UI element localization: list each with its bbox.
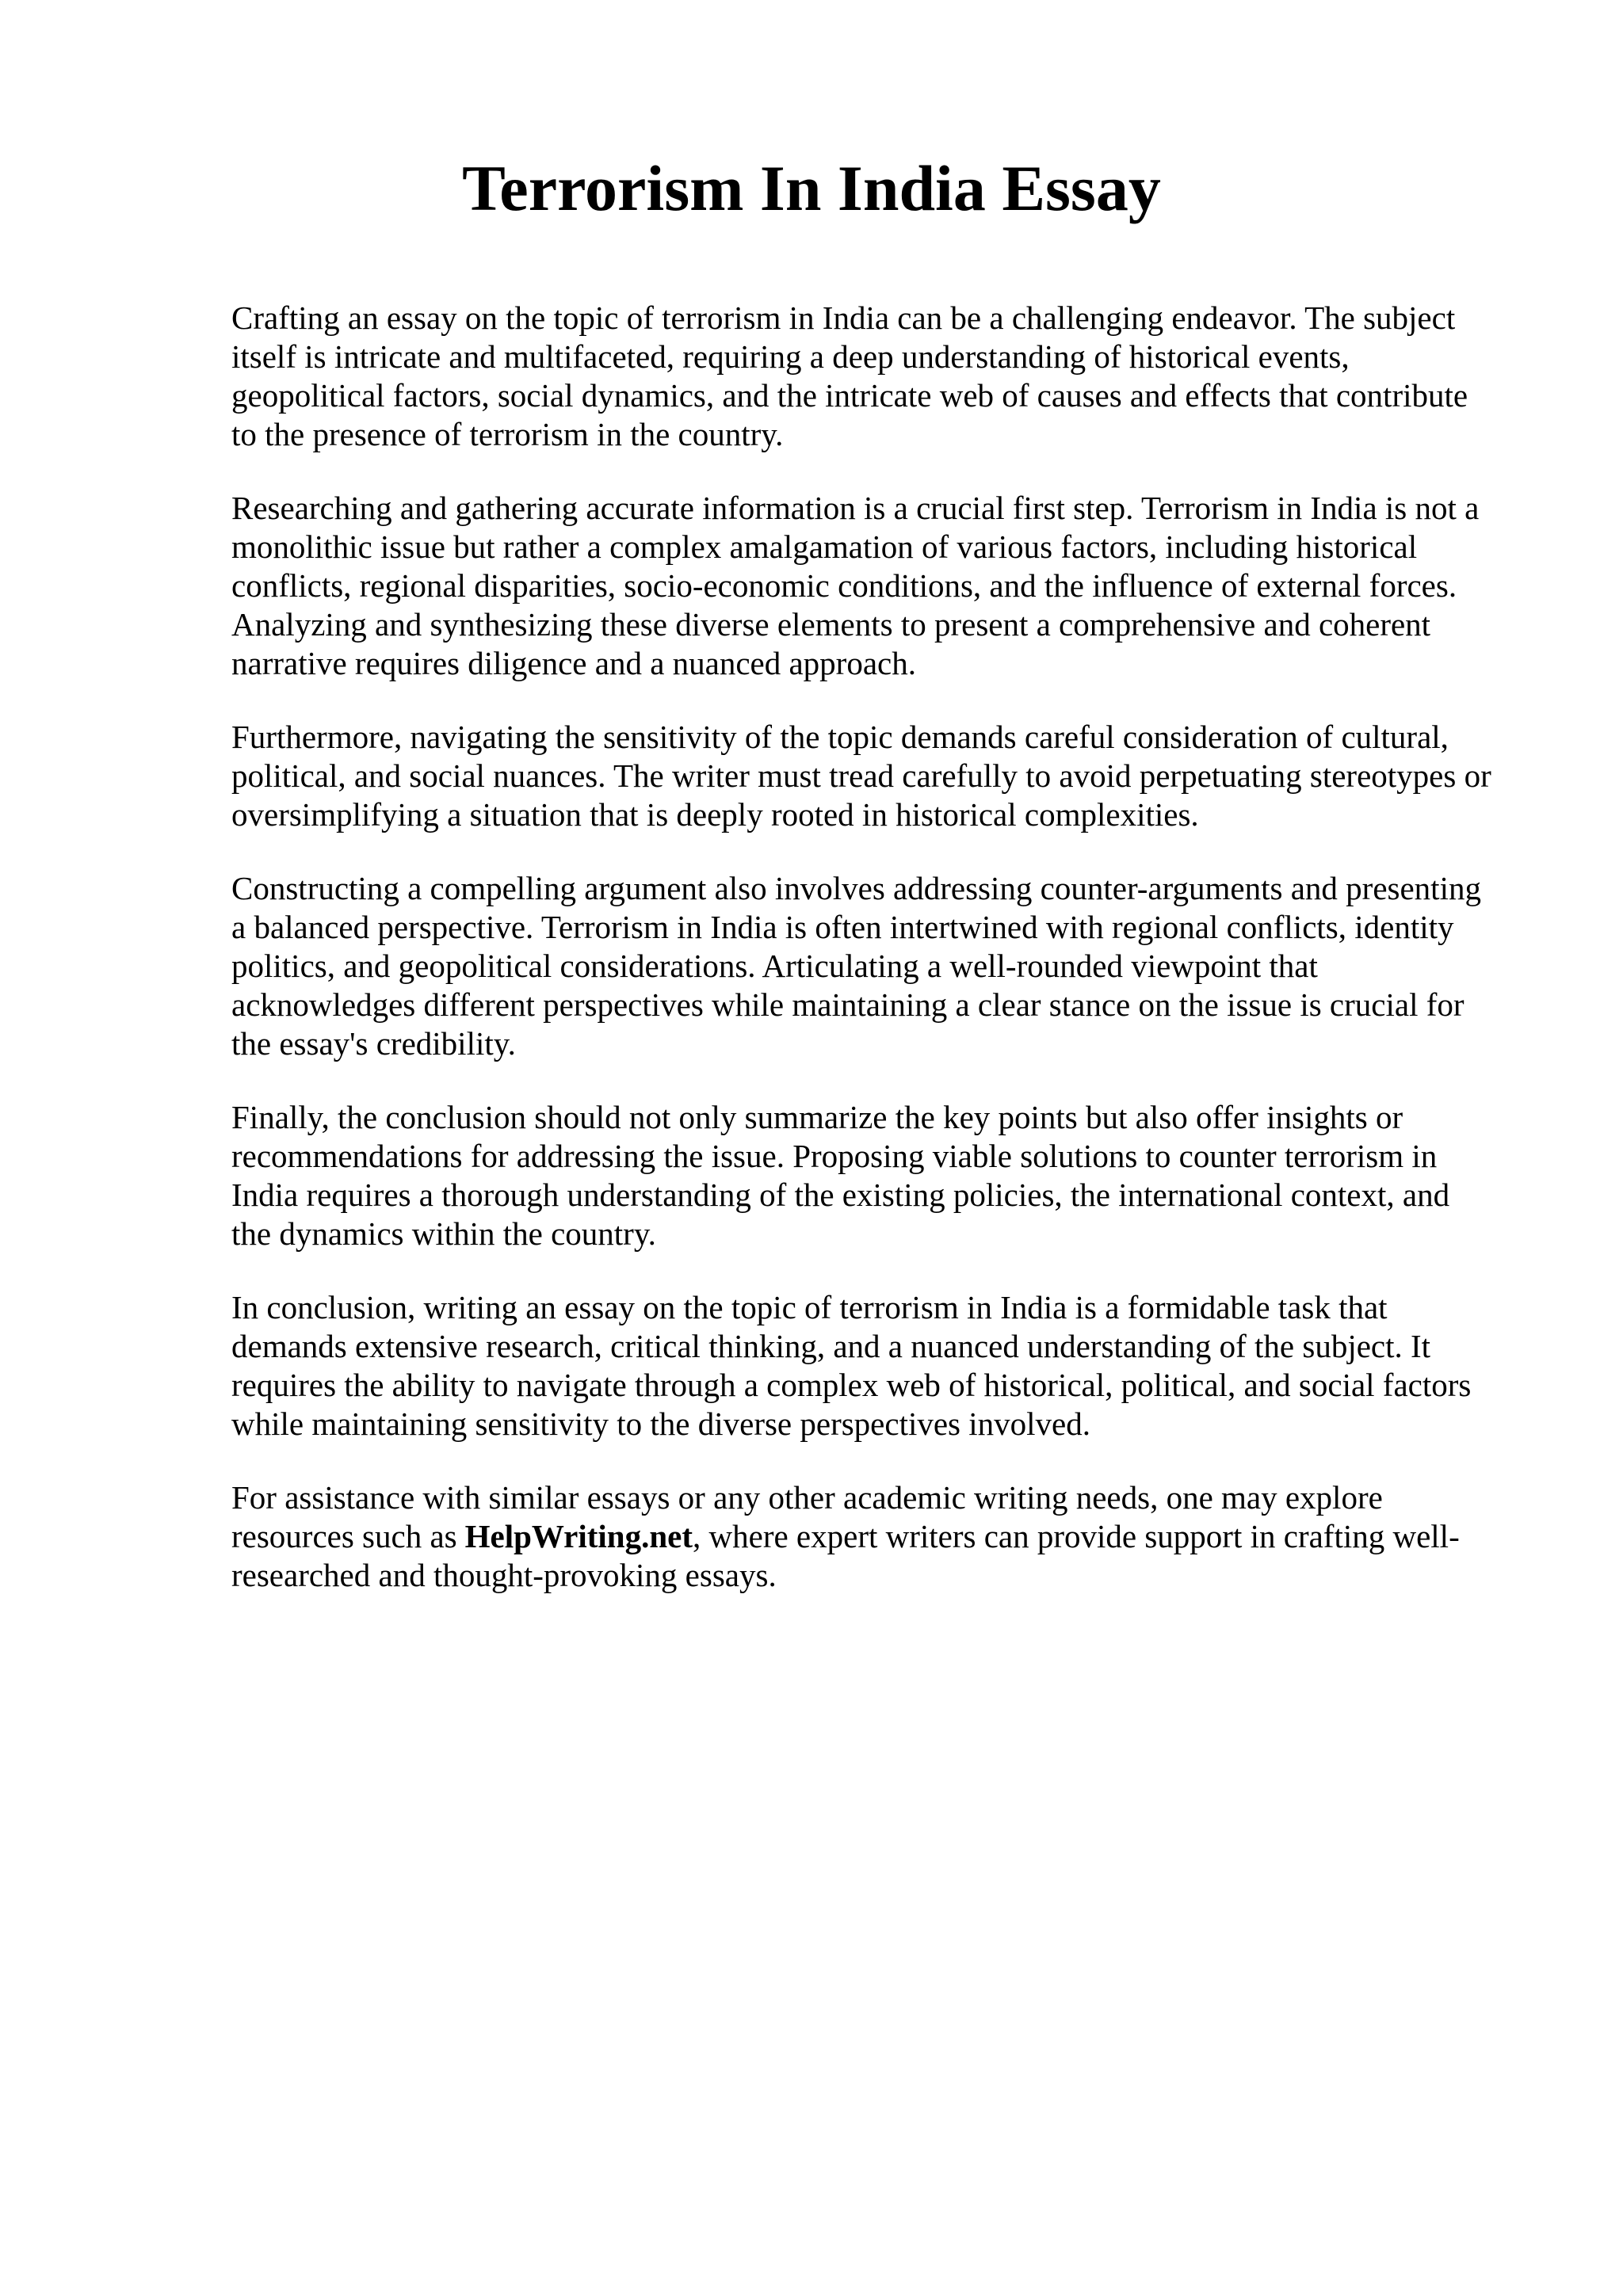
text-line: Analyzing and synthesizing these diverse elements to present a comprehensive and coherent <box>231 606 1431 643</box>
text-line: researched and thought-provoking essays. <box>231 1557 777 1593</box>
paragraph-4 <box>231 869 1515 1063</box>
document-title: Terrorism In India Essay <box>462 152 1161 224</box>
document-body <box>231 299 1515 1630</box>
text-line: acknowledges different perspectives while maintaining a clear stance on the issue is crucial for <box>231 986 1465 1023</box>
text-line: the dynamics within the country. <box>231 1215 656 1252</box>
text-fragment: resources such as <box>231 1518 457 1554</box>
text-line: Crafting an essay on the topic of terrorism in India can be a challenging endeavor. The subject <box>231 299 1456 336</box>
paragraph-5 <box>231 1098 1515 1253</box>
paragraph-3 <box>231 718 1515 834</box>
text-line: to the presence of terrorism in the country. <box>231 416 784 452</box>
text-line: itself is intricate and multifaceted, requiring a deep understanding of historical events, <box>231 338 1350 375</box>
text-line: For assistance with similar essays or any other academic writing needs, one may explore <box>231 1479 1383 1516</box>
text-line: conflicts, regional disparities, socio-economic conditions, and the influence of external forces. <box>231 567 1457 604</box>
text-line: narrative requires diligence and a nuanced approach. <box>231 645 916 681</box>
text-line: requires the ability to navigate through a complex web of historical, political, and social factors <box>231 1367 1472 1403</box>
text-line: India requires a thorough understanding of the existing policies, the international context, and <box>231 1177 1450 1213</box>
text-line: Finally, the conclusion should not only summarize the key points but also offer insights or <box>231 1099 1403 1135</box>
text-line: oversimplifying a situation that is deeply rooted in historical complexities. <box>231 796 1199 833</box>
text-line: Constructing a compelling argument also involves addressing counter-arguments and presenting <box>231 870 1481 906</box>
helpwriting-link[interactable]: HelpWriting.net <box>464 1518 693 1554</box>
text-line: demands extensive research, critical thinking, and a nuanced understanding of the subject. It <box>231 1328 1431 1364</box>
text-line: In conclusion, writing an essay on the topic of terrorism in India is a formidable task that <box>231 1289 1388 1325</box>
closing-paragraph <box>231 1478 1515 1595</box>
text-line: Furthermore, navigating the sensitivity of the topic demands careful consideration of cultural, <box>231 719 1449 755</box>
text-line: Researching and gathering accurate information is a crucial first step. Terrorism in India is not a <box>231 490 1480 526</box>
text-line: the essay's credibility. <box>231 1025 516 1062</box>
text-line: geopolitical factors, social dynamics, and the intricate web of causes and effects that contribute <box>231 377 1468 414</box>
paragraph-1 <box>231 299 1515 454</box>
text-line: a balanced perspective. Terrorism in India is often intertwined with regional conflicts, identity <box>231 909 1454 945</box>
text-line: politics, and geopolitical considerations. Articulating a well-rounded viewpoint that <box>231 948 1318 984</box>
paragraph-2 <box>231 489 1515 683</box>
text-line-with-link <box>231 1517 1515 1556</box>
text-line: monolithic issue but rather a complex amalgamation of various factors, including historical <box>231 528 1418 565</box>
text-line: while maintaining sensitivity to the diverse perspectives involved. <box>231 1405 1090 1442</box>
text-line: political, and social nuances. The writer must tread carefully to avoid perpetuating stereotypes or <box>231 757 1491 794</box>
paragraph-6 <box>231 1288 1515 1444</box>
text-fragment: , where expert writers can provide support in crafting well- <box>693 1518 1460 1554</box>
text-line: recommendations for addressing the issue. Proposing viable solutions to counter terrorism in <box>231 1138 1438 1174</box>
